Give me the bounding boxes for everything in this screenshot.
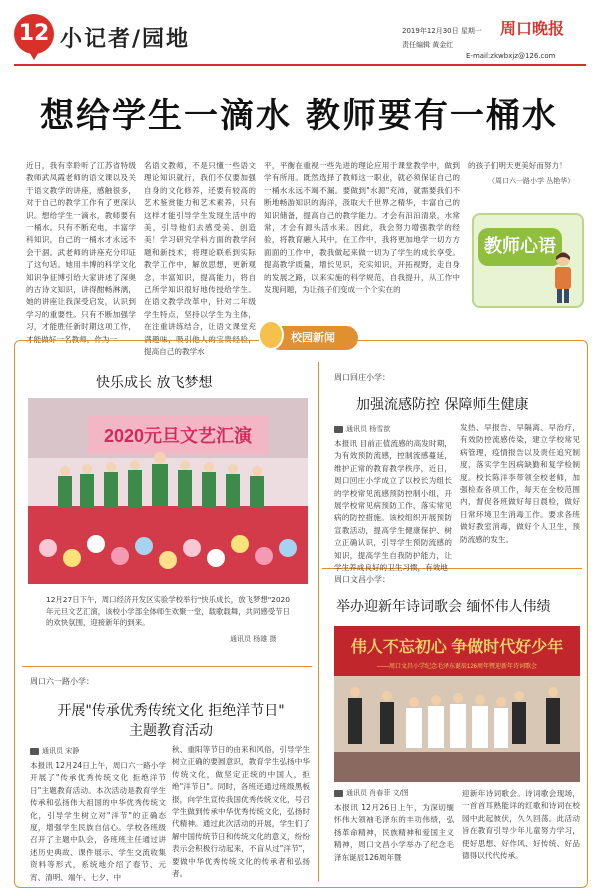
essay-col-3: 平，平衡在重视一些先进的理论应用于课堂教学中，做到学有所用。既然选择了教师这一职业，就必须保证自己的一桶水永远不竭不漏。要做到"水源"充沛，就需要我们不断地畅游知识的海洋，汲取大千世界之精华，丰富自己的知识储备，提高自己的教学能力。才会有汩汩清泉，水常常，才会有源头活水来。因此，我会努力增强教学的经验，将教育融入其中，在工作中，我将更加地学一切方方面面的工作中，教我做起来做一切为了学生的成长享受。提高教学质量，增长见识，充实知识，开拓视野，走自身的发展之路，以来实施的科学规范，自我提升，从工作中发现问题，为让孩子们变成一个个实在的: [264, 161, 460, 295]
photo-credit-1: 通讯员 杨雄 摄: [230, 635, 277, 643]
reporter-icon: [334, 790, 343, 797]
badge-text: 教师心语: [478, 228, 562, 266]
page-number: 12: [14, 14, 54, 54]
essay-col-1: 近日，我有幸聆听了江苏省特级教师武凤霞老师的语文课以及关于语文教学的讲座，感触很多，对于自己的教学工作有了更深认识。想给学生一滴水，教师要有一桶水。只有不断充电，丰富学科知识，自己的一桶水才永远不会干涸。武老师的讲座充分印证了这句话。她用丰博的科学文化知识争征博引给大家讲述了深奥的古诗文知识，讲得酣畅淋漓，她的讲座让我深受启发，认识到学习的重要性。只有不断加强学习，才能胜任新时期这项工作，才能做好一名教师。作为一: [26, 161, 136, 344]
story-title-2-line2: 主题教育活动: [129, 723, 213, 739]
column-divider: [318, 362, 319, 882]
event-banner: 伟人不忘初心 争做时代好少年: [350, 639, 564, 656]
story-title-3: 加强流感防控 保障师生健康: [356, 397, 529, 413]
campus-news-tab: 校园新闻: [268, 326, 358, 350]
story-title-1: 快乐成长 放飞梦想: [96, 375, 213, 391]
photo-caption-1: 12月27日下午，周口经济开发区实验学校举行"快乐成长，放飞梦想"2020年元旦文艺汇演，该校小学部全体师生欢聚一堂，载歌载舞，共同感受节日的欢快氛围，迎接新年的到来。: [46, 595, 290, 628]
essay-col-4: 的孩子们明天更美好而努力！: [468, 161, 567, 170]
reporter-icon: [30, 748, 39, 755]
reporter-2: [30, 746, 79, 756]
story-2-col-1: 本报讯 12月24日上午，周口六一路小学开展了"传承优秀传统文化 拒绝洋节日"主题教育活动。本次活动是教育学生传承和弘扬伟大祖国的中华优秀传统文化，引导学生树立对"洋节"的正确态度，增强学生民族自信心。学校各班级召开了主题中队会，各班班主任通过讲述历史典故、课件展示、学生交流收集资料等形式，系统地介绍了春节、元宵、清明、端午、七夕、中: [30, 761, 166, 882]
reporter-icon: [334, 426, 343, 433]
story-title-2-line1: 开展"传承优秀传统文化 拒绝洋节日": [57, 703, 285, 719]
reporter-3: [334, 424, 390, 434]
reporter-3-text: 通讯员 杨雪歆: [346, 425, 391, 433]
story-4-col-1: 本报讯 12月26日上午，为深切缅怀伟大领袖毛泽东的丰功伟绩，弘扬革命精神，民族精神和爱国主义精神，周口文昌小学举办了纪念毛泽东诞辰126周年暨: [334, 803, 454, 862]
story-3-col-2: 发热、早报告、早隔离、早治疗，有效防控流感传染，建立学校常见病管理，疫情报告以及责任追究制度，落实学生因病缺勤和复学检制度。校长陈洋李带领全校老师，加强检查各项工作，每天在全校范围内，督促各班做好每日晨检，做好日常环境卫生消毒工作。要求各班做好教室消毒，做好个人卫生，预防流感的发生。: [460, 423, 580, 544]
story-2-col-2: 秋、重阳等节日的由来和风俗，引导学生树立正确的要圆意识，教育学生弘扬中华传统文化，做坚定正统的中国人，拒绝"洋节日"。同时，各班还通过班级黑板报，向学生宣传我国优秀传统文化，号召学生做到传承中华优秀传统文化，弘扬时代精神。通过此次活动的开展，学生们了解中国传统节日和传统文化的意义，纷纷表示会积极行动起来，不盲从过"洋节"，要做中华优秀传统文化的传承者和弘扬者。: [172, 745, 310, 879]
mascot-icon: [258, 320, 284, 350]
essay-col-2: 名语文教师，不是只懂一些语文理论知识就行，我们不仅要加强自身的文化修养，还要有较高的艺术鉴赏能力和艺术素养，只有这样才能引导学生发现生活中的美，引导他们去感受美、创造美！学习研究学科方面的教学问题和新技术，将理论联系到实际教学工作中，解放思想，更新观念，丰富知识，提高能力，将自己所学知识很好地传授给学生。在语文教学改革中，针对二年级学生特点，坚持以学生为主体，在注重讲练结合，让语文课堂充满趣味，吸引他人的宝贵经验，提高自己的教学水: [144, 161, 256, 357]
school-name-3: 周口文昌小学：: [334, 575, 390, 584]
reporter-4: [334, 788, 409, 798]
editor-email: E-mail:zkwbxjz@126.com: [466, 52, 556, 60]
reporter-4-text: 通讯员 肖春菲 文/图: [346, 789, 409, 797]
issue-date: 2019年12月30日 星期一: [402, 27, 482, 35]
left-story-divider: [22, 666, 312, 667]
header-rule: [14, 64, 586, 66]
photo-banner: 2020元旦文艺汇演: [103, 426, 253, 446]
editor-credit: 责任编辑 黄金红: [402, 41, 454, 49]
newspaper-brand: 周口晚报: [500, 19, 565, 38]
event-banner-sub: ——周口文昌小学纪念毛泽东诞辰126周年暨迎新年诗词歌会: [376, 664, 538, 670]
story-title-4: 举办迎新年诗词歌会 缅怀伟人伟绩: [336, 599, 551, 615]
essay-author: （周口六一路小学 丛艳华）: [488, 177, 575, 185]
story-4-col-2: 迎新年诗词歌会。诗词歌会现场，一首首耳熟能详的红歌和诗词在校园中此起彼伏，久久回荡。此活动旨在教育引导少年儿童努力学习，使好思想、好作风、好传统、好品德得以代代传承。: [462, 789, 580, 861]
poetry-event-photo: [334, 626, 580, 782]
story-3-col-1: 本报讯 目前正值流感的高发时期，为有效预防流感，控制流感蔓延，维护正常的教育教学秩序，近日，周口回庄小学成立了以校长为组长的学校常见流感预防控制小组，开展学校常见病预防工作，落实常见病的防控措施。该校组织开展预防宣教活动，提高学生健康保护、树立正确认识，引导学生预防流感的知识，提高学生自我防护能力，让学生养成良好的卫生习惯，有效地: [334, 439, 452, 573]
teacher-figure-icon: [548, 250, 578, 304]
section-title: 小记者/园地: [60, 27, 191, 52]
performance-photo: [28, 398, 308, 584]
school-name-2: 周口回庄小学：: [334, 373, 390, 382]
school-name-1: 周口六一路小学：: [30, 677, 94, 686]
reporter-2-text: 通讯员 宋静: [42, 747, 80, 755]
main-headline: 想给学生一滴水 教师要有一桶水: [40, 96, 558, 136]
